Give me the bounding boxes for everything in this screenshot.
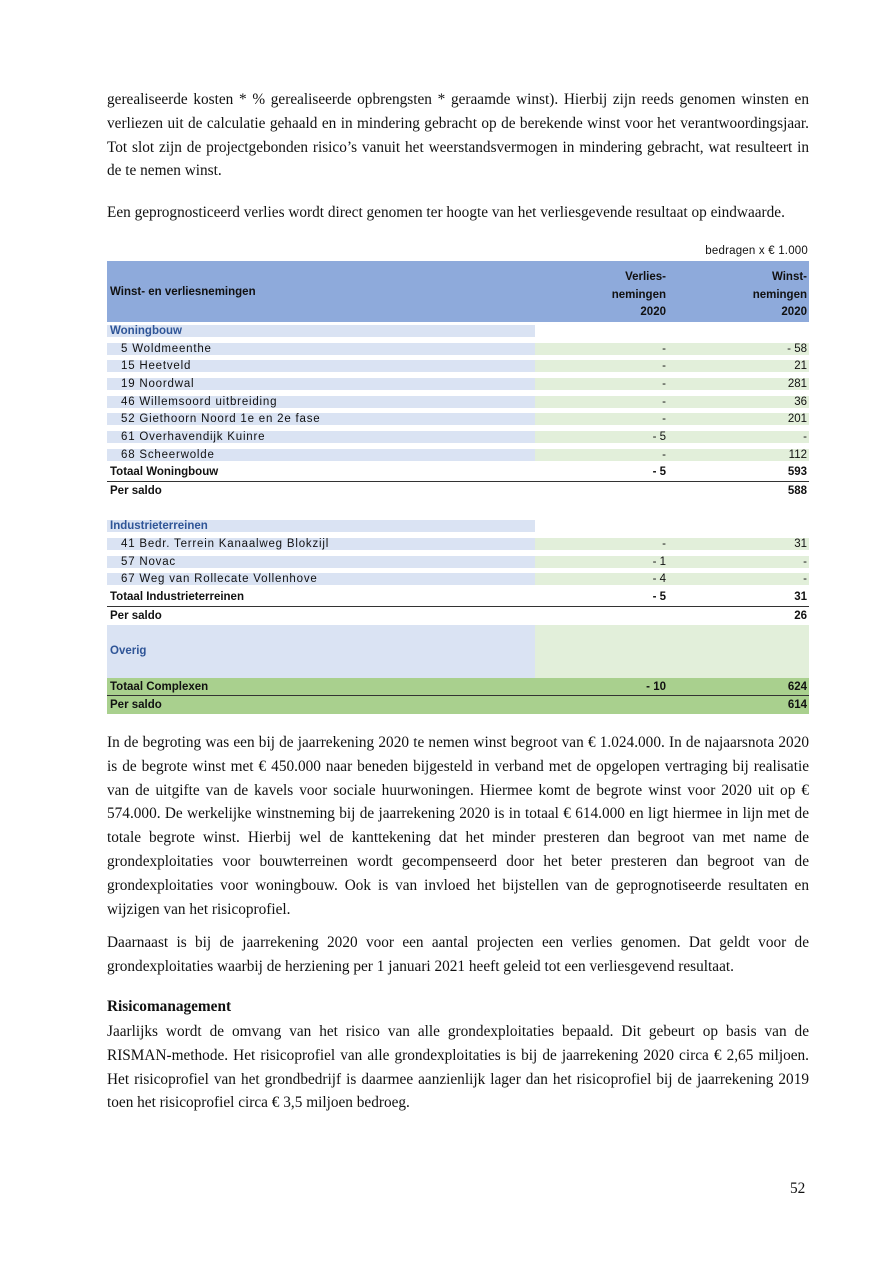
row-label: 57 Novac: [107, 556, 535, 568]
col-verlies-header-line3: 2020: [640, 306, 666, 319]
row-label: 46 Willemsoord uitbreiding: [107, 396, 535, 408]
col-winst-header: [676, 269, 809, 322]
row-verlies: - 4: [535, 573, 676, 585]
section-title-overig: Overig: [107, 625, 535, 678]
table-row: [107, 571, 809, 589]
saldo-row-complexen: [107, 696, 809, 714]
row-verlies: - 5: [535, 431, 676, 443]
table-row: [107, 340, 809, 358]
row-verlies: -: [535, 538, 676, 550]
row-verlies: -: [535, 396, 676, 408]
row-verlies: -: [535, 413, 676, 425]
total-winst: 624: [787, 680, 807, 693]
row-verlies: -: [535, 360, 676, 372]
section-overig-row: [107, 625, 809, 678]
page-number: 52: [790, 1180, 806, 1197]
table-row: [107, 410, 809, 428]
total-row-woningbouw: [107, 464, 809, 483]
row-winst: 112: [676, 449, 809, 461]
saldo-value: 614: [787, 699, 807, 712]
saldo-value: 26: [794, 609, 807, 622]
empty-cell: [676, 625, 809, 678]
table-unit-note: bedragen x € 1.000: [705, 245, 808, 257]
paragraph-5: Jaarlijks wordt de omvang van het risico van alle grondexploitaties bepaald. Dit gebeurt op basis van de RISMAN-methode. Het risicoprofiel van alle grondexploitaties is bij de jaarrekening 2020 circa € 2,65 miljoen. Het risicoprofiel van het grondbedrijf is daarmee aanzienlijk lager dan het risicoprofiel bij de jaarrekening 2019 toen het risicoprofiel circa € 3,5 miljoen bedroeg.: [107, 1023, 809, 1112]
row-verlies: -: [535, 343, 676, 355]
col-verlies-header-line1: Verlies-: [625, 270, 666, 283]
intro-paragraph-1: gerealiseerde kosten * % gerealiseerde opbrengsten * geraamde winst). Hierbij zijn reeds genomen winsten en verliezen uit de calculatie gehaald en in mindering gebracht op de berekende winst voor het verantwoordingsjaar. Tot slot zijn de projectgebonden risico’s vanuit het weerstandsvermogen in mindering gebracht, wat resulteert in de te nemen winst.: [107, 91, 809, 180]
section-title-woningbouw: Woningbouw: [107, 325, 535, 337]
total-winst: 593: [787, 466, 807, 479]
row-winst: 281: [676, 378, 809, 390]
col-verlies-header-line2: nemingen: [611, 288, 666, 301]
row-winst: -: [676, 573, 809, 585]
total-verlies: - 5: [652, 466, 666, 479]
row-label: 67 Weg van Rollecate Vollenhove: [107, 573, 535, 585]
col-winst-header-line1: Winst-: [771, 270, 807, 283]
spacer-row: [107, 500, 809, 518]
row-winst: 21: [676, 360, 809, 372]
table-row: [107, 357, 809, 375]
table-row: [107, 393, 809, 411]
total-label: Totaal Complexen: [110, 680, 209, 693]
row-label: 41 Bedr. Terrein Kanaalweg Blokzijl: [107, 538, 535, 550]
col-winst-header-line2: nemingen: [752, 288, 807, 301]
col-winst-header-line3: 2020: [781, 306, 807, 319]
saldo-value: 588: [787, 485, 807, 498]
total-winst: 31: [794, 591, 807, 604]
row-label: 15 Heetveld: [107, 360, 535, 372]
row-label: 61 Overhavendijk Kuinre: [107, 431, 535, 443]
row-winst: 201: [676, 413, 809, 425]
saldo-row-industrie: [107, 607, 809, 625]
row-winst: 31: [676, 538, 809, 550]
empty-cell: [535, 625, 676, 678]
saldo-label: Per saldo: [110, 485, 162, 498]
row-verlies: -: [535, 449, 676, 461]
total-verlies: - 10: [646, 680, 666, 693]
table-row: [107, 375, 809, 393]
intro-paragraph-2: Een geprognosticeerd verlies wordt direct genomen ter hoogte van het verliesgevende resultaat op eindwaarde.: [107, 204, 785, 221]
saldo-label: Per saldo: [110, 609, 162, 622]
table-row: [107, 553, 809, 571]
paragraph-4: Daarnaast is bij de jaarrekening 2020 voor een aantal projecten een verlies genomen. Dat geldt voor de grondexploitaties waarbij de herziening per 1 januari 2021 heeft geleid tot een verliesgevend resultaat.: [107, 934, 809, 975]
total-row-industrie: [107, 588, 809, 607]
paragraph-3: In de begroting was een bij de jaarrekening 2020 te nemen winst begroot van € 1.024.000. In de najaarsnota 2020 is de begrote winst met € 450.000 naar beneden bijgesteld in verband met de opgelopen vertraging bij realisatie van de uitgifte van de kavels voor sociale huurwoningen. Hiermee komt de begrote winst voor 2020 uit op € 574.000. De werkelijke winstneming bij de jaarrekening 2020 is in totaal € 614.000 en ligt hiermee in lijn met de totale begrote winst. Hierbij wel de kanttekening dat het minder presteren dan begroot van met name de grondexploitaties voor bouwterreinen wordt gecompenseerd door het beter presteren dan begroot van de grondexploitaties voor woningbouw. Ook is van invloed het bijstellen van de geprognotiseerde resultaten en wijzigen van het risicoprofiel.: [107, 734, 809, 918]
total-label: Totaal Woningbouw: [110, 466, 219, 479]
row-winst: -: [676, 431, 809, 443]
row-label: 5 Woldmeenthe: [107, 343, 535, 355]
section-title-industrie: Industrieterreinen: [107, 520, 535, 532]
total-row-complexen: [107, 678, 809, 697]
total-label: Totaal Industrieterreinen: [110, 591, 244, 604]
section-title-row: [107, 518, 809, 536]
row-winst: 36: [676, 396, 809, 408]
table-row: [107, 428, 809, 446]
saldo-row-woningbouw: [107, 482, 809, 500]
row-winst: -: [676, 556, 809, 568]
col-verlies-header: [535, 269, 676, 322]
row-label: 19 Noordwal: [107, 378, 535, 390]
profit-loss-table: [107, 261, 809, 714]
row-verlies: -: [535, 378, 676, 390]
row-verlies: - 1: [535, 556, 676, 568]
table-row: [107, 446, 809, 464]
saldo-label: Per saldo: [110, 699, 162, 712]
total-verlies: - 5: [652, 591, 666, 604]
table-header-row: [107, 261, 809, 322]
row-label: 68 Scheerwolde: [107, 449, 535, 461]
row-winst: - 58: [676, 343, 809, 355]
table-row: [107, 535, 809, 553]
row-label: 52 Giethoorn Noord 1e en 2e fase: [107, 413, 535, 425]
section-heading-risicomanagement: Risicomanagement: [107, 998, 232, 1015]
table-header-label: Winst- en verliesnemingen: [110, 285, 256, 298]
section-title-row: [107, 322, 809, 340]
